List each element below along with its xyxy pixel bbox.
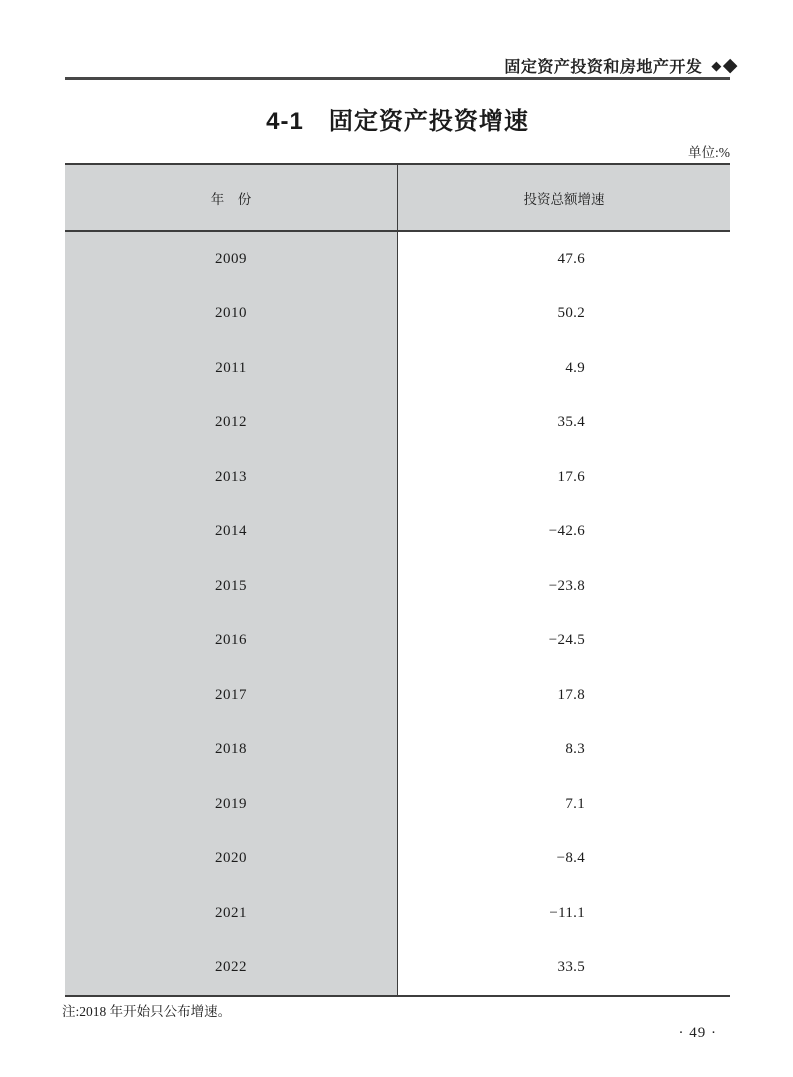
table-header-row (65, 164, 730, 231)
table-row (65, 614, 730, 669)
growth-value-cell: −8.4 (398, 832, 731, 887)
year-cell: 2017 (65, 668, 398, 723)
year-cell: 2013 (65, 450, 398, 505)
column-header-growth: 投资总额增速 (398, 164, 731, 231)
growth-value-cell: 8.3 (398, 723, 731, 778)
table-row (65, 886, 730, 941)
growth-value-cell: −24.5 (398, 614, 731, 669)
running-head (504, 54, 738, 77)
table-row (65, 450, 730, 505)
header-rule (65, 77, 730, 80)
year-cell: 2016 (65, 614, 398, 669)
investment-growth-table (65, 163, 730, 997)
growth-value-cell: −42.6 (398, 505, 731, 560)
table-row (65, 231, 730, 287)
year-cell: 2012 (65, 396, 398, 451)
year-cell: 2014 (65, 505, 398, 560)
column-header-year: 年 份 (65, 164, 398, 231)
table-row (65, 832, 730, 887)
table-header (65, 164, 730, 231)
year-cell: 2018 (65, 723, 398, 778)
table-row (65, 396, 730, 451)
table-row (65, 668, 730, 723)
page-number: · 49 · (678, 1025, 717, 1041)
growth-value-cell: 35.4 (398, 396, 731, 451)
growth-value-cell: 4.9 (398, 341, 731, 396)
running-head-text: 固定资产投资和房地产开发 (504, 59, 703, 76)
growth-value-cell: 17.8 (398, 668, 731, 723)
table-row (65, 559, 730, 614)
table-body (65, 231, 730, 996)
table-row (65, 341, 730, 396)
growth-value-cell: 33.5 (398, 941, 731, 997)
table-row (65, 941, 730, 997)
year-cell: 2009 (65, 231, 398, 287)
page-content (62, 0, 738, 1077)
growth-value-cell: 17.6 (398, 450, 731, 505)
growth-value-cell: −11.1 (398, 886, 731, 941)
growth-value-cell: −23.8 (398, 559, 731, 614)
page-title: 4-1 固定资产投资增速 (266, 108, 529, 135)
growth-value-cell: 50.2 (398, 287, 731, 342)
diamond-large-icon: ◆ (722, 55, 738, 76)
table-row (65, 777, 730, 832)
unit-label: 单位:% (688, 145, 730, 160)
year-cell: 2021 (65, 886, 398, 941)
year-cell: 2015 (65, 559, 398, 614)
growth-value-cell: 7.1 (398, 777, 731, 832)
year-cell: 2020 (65, 832, 398, 887)
diamond-small-icon: ◆ (711, 58, 722, 73)
year-cell: 2010 (65, 287, 398, 342)
growth-value-cell: 47.6 (398, 231, 731, 287)
table-row (65, 723, 730, 778)
year-cell: 2022 (65, 941, 398, 997)
table-row (65, 287, 730, 342)
table-footnote: 注:2018 年开始只公布增速。 (62, 1004, 232, 1019)
table-row (65, 505, 730, 560)
year-cell: 2011 (65, 341, 398, 396)
year-cell: 2019 (65, 777, 398, 832)
